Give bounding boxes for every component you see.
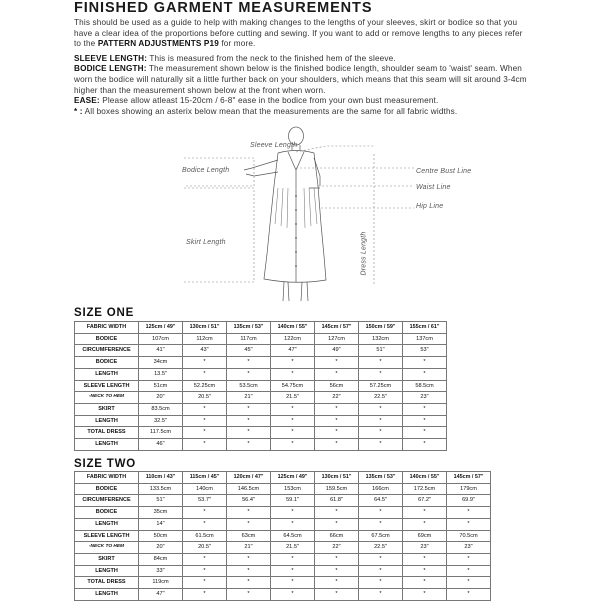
note-label: EASE:: [74, 96, 100, 106]
waist-line-label: Waist Line: [416, 184, 451, 191]
centre-bust-line-label: Centre Bust Line: [416, 168, 472, 175]
table-row: [75, 542, 491, 554]
fabric-width-column-header: 130cm / 51": [183, 322, 227, 334]
measurement-cell: *: [359, 427, 403, 439]
measurement-cell: 57.25cm: [359, 380, 403, 392]
measurement-cell: 112cm: [183, 333, 227, 345]
row-label: -NECK TO HEM: [75, 542, 139, 554]
measurement-cell: 23": [403, 392, 447, 404]
row-label: LENGTH: [75, 368, 139, 380]
measurement-cell: 20": [139, 542, 183, 554]
table-row: [75, 427, 447, 439]
measurement-cell: 159.5cm: [315, 483, 359, 495]
table-row: [75, 553, 491, 565]
table-row: [75, 530, 491, 542]
size-two-title: SIZE TWO: [74, 458, 136, 470]
measurement-cell: 51": [139, 495, 183, 507]
table-row: [75, 392, 447, 404]
bodice-length-note: [74, 64, 528, 96]
measurement-cell: 172.5cm: [403, 483, 447, 495]
measurement-cell: 127cm: [315, 333, 359, 345]
fabric-width-column-header: 145cm / 57": [447, 472, 491, 484]
measurement-cell: *: [183, 577, 227, 589]
table-row: [75, 357, 447, 369]
measurement-cell: *: [359, 357, 403, 369]
fabric-width-column-header: 140cm / 55": [271, 322, 315, 334]
measurement-cell: *: [227, 565, 271, 577]
measurement-cell: *: [183, 518, 227, 530]
note-label: * :: [74, 106, 83, 116]
row-label: SKIRT: [75, 403, 139, 415]
measurement-cell: *: [183, 427, 227, 439]
measurement-cell: *: [447, 507, 491, 519]
measurement-cell: 133.5cm: [139, 483, 183, 495]
table-row: [75, 495, 491, 507]
measurement-cell: *: [359, 415, 403, 427]
measurement-cell: 47": [271, 345, 315, 357]
ease-note: [74, 96, 528, 107]
asterisk-note: [74, 107, 528, 118]
measurement-cell: *: [227, 589, 271, 601]
size-one-title: SIZE ONE: [74, 307, 135, 319]
fabric-width-column-header: 135cm / 53": [359, 472, 403, 484]
measurement-cell: *: [271, 403, 315, 415]
page-title: FINISHED GARMENT MEASUREMENTS: [74, 0, 373, 16]
measurement-cell: *: [315, 518, 359, 530]
measurement-cell: *: [183, 565, 227, 577]
measurement-cell: 59.1": [271, 495, 315, 507]
measurement-cell: 61.8": [315, 495, 359, 507]
table-row: [75, 380, 447, 392]
measurement-cell: 117.5cm: [139, 427, 183, 439]
measurement-cell: *: [227, 427, 271, 439]
table-row: [75, 589, 491, 601]
measurement-cell: *: [183, 439, 227, 451]
measurement-cell: *: [359, 368, 403, 380]
measurement-cell: *: [403, 577, 447, 589]
measurement-cell: 21.5": [271, 542, 315, 554]
dress-illustration: [74, 126, 528, 310]
table-row: [75, 333, 447, 345]
measurement-cell: *: [315, 357, 359, 369]
measurement-cell: 64.5": [359, 495, 403, 507]
measurement-cell: *: [403, 589, 447, 601]
measurement-cell: *: [359, 589, 403, 601]
measurement-cell: 20.5": [183, 392, 227, 404]
measurement-cell: 51": [359, 345, 403, 357]
measurement-cell: 21": [227, 392, 271, 404]
measurement-cell: *: [315, 577, 359, 589]
measurement-cell: 33": [139, 565, 183, 577]
measurement-cell: *: [359, 553, 403, 565]
skirt-length-line: [184, 188, 254, 282]
measurement-cell: *: [183, 415, 227, 427]
measurement-cell: 22.5": [359, 392, 403, 404]
measurement-cell: 20.5": [183, 542, 227, 554]
row-label: LENGTH: [75, 589, 139, 601]
measurement-cell: *: [227, 439, 271, 451]
measurement-cell: 41": [139, 345, 183, 357]
measurement-cell: *: [271, 507, 315, 519]
fabric-width-column-header: 140cm / 55": [403, 472, 447, 484]
measurement-cell: 107cm: [139, 333, 183, 345]
measurement-cell: 132cm: [359, 333, 403, 345]
measurement-cell: 53": [403, 345, 447, 357]
note-text: The measurement shown below is the finished bodice length, shoulder seam to 'waist' seam. When worn the bodice will naturally sit a little further back on your shoulders, which means that this seam will sit around 3-4cm higher than the measurement shown below at the front when worn.: [74, 64, 527, 95]
measurement-cell: 140cm: [183, 483, 227, 495]
table-row: [75, 368, 447, 380]
measurement-cell: *: [315, 589, 359, 601]
measurement-cell: *: [227, 518, 271, 530]
measurement-cell: 54.75cm: [271, 380, 315, 392]
measurement-cell: 51cm: [139, 380, 183, 392]
measurement-cell: *: [227, 577, 271, 589]
fabric-width-column-header: 115cm / 45": [183, 472, 227, 484]
measurement-cell: *: [359, 577, 403, 589]
table-row: [75, 518, 491, 530]
measurement-cell: 64.5cm: [271, 530, 315, 542]
measurement-cell: *: [403, 518, 447, 530]
measurement-cell: 117cm: [227, 333, 271, 345]
table-row: [75, 403, 447, 415]
hip-line-label: Hip Line: [416, 203, 444, 210]
measurement-cell: 53.5cm: [227, 380, 271, 392]
measurement-cell: *: [227, 357, 271, 369]
row-label: SLEEVE LENGTH: [75, 380, 139, 392]
measurement-cell: *: [271, 439, 315, 451]
measurement-cell: *: [183, 589, 227, 601]
fabric-width-column-header: 135cm / 53": [227, 322, 271, 334]
note-text: This is measured from the neck to the finished hem of the sleeve.: [147, 53, 396, 63]
measurement-cell: 53.7": [183, 495, 227, 507]
measurement-cell: *: [359, 403, 403, 415]
measurement-cell: 69cm: [403, 530, 447, 542]
measurement-cell: 119cm: [139, 577, 183, 589]
measurement-cell: *: [271, 368, 315, 380]
fabric-width-column-header: 155cm / 61": [403, 322, 447, 334]
measurement-cell: 67.5cm: [359, 530, 403, 542]
measurement-cell: *: [183, 368, 227, 380]
measurement-cell: 14": [139, 518, 183, 530]
measurement-cell: 56cm: [315, 380, 359, 392]
pattern-adjustments-reference: PATTERN ADJUSTMENTS P19: [97, 39, 219, 49]
measurement-cell: *: [183, 357, 227, 369]
fabric-width-column-header: 150cm / 59": [359, 322, 403, 334]
measurement-cell: 58.5cm: [403, 380, 447, 392]
sleeve-length-note: [74, 54, 528, 65]
measurement-cell: 146.5cm: [227, 483, 271, 495]
measurement-cell: *: [359, 507, 403, 519]
measurement-cell: *: [315, 565, 359, 577]
sleeve-length-line: [296, 146, 374, 152]
measurement-cell: *: [227, 553, 271, 565]
measurement-cell: 83.5cm: [139, 403, 183, 415]
row-label: -NECK TO HEM: [75, 392, 139, 404]
measurement-cell: *: [271, 553, 315, 565]
measurement-cell: 69.9": [447, 495, 491, 507]
measurement-cell: 137cm: [403, 333, 447, 345]
measurement-cell: *: [315, 403, 359, 415]
measurement-cell: 35cm: [139, 507, 183, 519]
table-header-row: [75, 322, 447, 334]
measurement-cell: 23": [447, 542, 491, 554]
fabric-width-header: FABRIC WIDTH: [75, 472, 139, 484]
row-label: LENGTH: [75, 565, 139, 577]
measurement-cell: *: [183, 403, 227, 415]
row-label: BODICE: [75, 483, 139, 495]
measurement-cell: *: [447, 565, 491, 577]
measurement-cell: *: [447, 553, 491, 565]
row-label: BODICE: [75, 333, 139, 345]
measurement-cell: *: [359, 565, 403, 577]
measurement-cell: 43": [183, 345, 227, 357]
measurement-cell: *: [403, 368, 447, 380]
measurement-cell: 63cm: [227, 530, 271, 542]
measurement-cell: *: [271, 518, 315, 530]
row-label: CIRCUMFERENCE: [75, 495, 139, 507]
measurement-cell: *: [271, 565, 315, 577]
measurement-cell: *: [227, 415, 271, 427]
fabric-width-column-header: 120cm / 47": [227, 472, 271, 484]
fabric-width-header: FABRIC WIDTH: [75, 322, 139, 334]
size-one-table: [74, 321, 447, 451]
table-row: [75, 565, 491, 577]
measurement-cell: *: [271, 415, 315, 427]
measurement-cell: *: [359, 439, 403, 451]
measurement-cell: *: [227, 507, 271, 519]
row-label: SLEEVE LENGTH: [75, 530, 139, 542]
measurement-cell: *: [271, 427, 315, 439]
measurement-cell: 70.5cm: [447, 530, 491, 542]
measurement-cell: 34cm: [139, 357, 183, 369]
measurement-cell: *: [315, 368, 359, 380]
sleeve-length-label: Sleeve Length: [250, 142, 298, 149]
measurement-cell: *: [183, 507, 227, 519]
measurement-cell: *: [227, 368, 271, 380]
table-row: [75, 439, 447, 451]
measurement-cell: 45": [227, 345, 271, 357]
measurement-cell: *: [403, 415, 447, 427]
row-label: LENGTH: [75, 518, 139, 530]
measurement-cell: 23": [403, 542, 447, 554]
measurement-cell: 66cm: [315, 530, 359, 542]
measurement-cell: 13.5": [139, 368, 183, 380]
row-label: TOTAL DRESS: [75, 427, 139, 439]
table-header-row: [75, 472, 491, 484]
measurement-cell: *: [403, 507, 447, 519]
measurement-cell: 22": [315, 542, 359, 554]
intro-text: [74, 18, 528, 117]
table-row: [75, 507, 491, 519]
intro-text-start: This should be used as a guide to help with making changes to the lengths of your sleeves, skirt or bodice so that you have a clear idea of the proportions before cutting and sewing. If you want to add or remove lengths to any pieces refer to the: [74, 18, 523, 49]
fabric-width-column-header: 125cm / 49": [139, 322, 183, 334]
row-label: BODICE: [75, 507, 139, 519]
intro-text-end: for more.: [218, 39, 256, 49]
table-row: [75, 483, 491, 495]
row-label: LENGTH: [75, 439, 139, 451]
measurement-cell: 22": [315, 392, 359, 404]
measurement-cell: *: [403, 553, 447, 565]
fabric-width-column-header: 110cm / 43": [139, 472, 183, 484]
measurement-cell: *: [359, 518, 403, 530]
measurement-cell: *: [403, 439, 447, 451]
row-label: BODICE: [75, 357, 139, 369]
measurement-cell: 179cm: [447, 483, 491, 495]
measurement-cell: *: [315, 507, 359, 519]
measurement-cell: *: [403, 357, 447, 369]
measurement-cell: *: [183, 553, 227, 565]
row-label: LENGTH: [75, 415, 139, 427]
measurement-cell: 122cm: [271, 333, 315, 345]
skirt-length-label: Skirt Length: [186, 239, 226, 246]
measurement-cell: 47": [139, 589, 183, 601]
measurement-cell: 22.5": [359, 542, 403, 554]
note-text: Please allow atleast 15-20cm / 6-8" ease in the bodice from your own bust measurement.: [99, 96, 439, 106]
size-two-table: [74, 471, 491, 601]
row-label: SKIRT: [75, 553, 139, 565]
measurement-cell: 20": [139, 392, 183, 404]
table-row: [75, 577, 491, 589]
measurement-cell: *: [315, 415, 359, 427]
fabric-width-column-header: 130cm / 51": [315, 472, 359, 484]
measurement-cell: *: [315, 427, 359, 439]
measurement-cell: 67.2": [403, 495, 447, 507]
note-label: SLEEVE LENGTH:: [74, 53, 148, 63]
note-label: BODICE LENGTH:: [74, 64, 147, 74]
measurement-cell: 84cm: [139, 553, 183, 565]
measurement-cell: 61.5cm: [183, 530, 227, 542]
measurement-cell: *: [447, 589, 491, 601]
measurement-cell: 166cm: [359, 483, 403, 495]
measurement-cell: 21": [227, 542, 271, 554]
measurement-cell: *: [271, 589, 315, 601]
figure-sleeve: [309, 158, 320, 188]
figure-legs: [283, 282, 308, 301]
measurement-cell: *: [403, 403, 447, 415]
figure-raised-arm: [244, 160, 278, 176]
measurement-cell: 52.25cm: [183, 380, 227, 392]
row-label: CIRCUMFERENCE: [75, 345, 139, 357]
measurement-cell: 153cm: [271, 483, 315, 495]
table-row: [75, 345, 447, 357]
measurement-cell: 56.4": [227, 495, 271, 507]
fabric-width-column-header: 145cm / 57": [315, 322, 359, 334]
fabric-width-column-header: 125cm / 49": [271, 472, 315, 484]
table-row: [75, 415, 447, 427]
bodice-length-label: Bodice Length: [182, 167, 230, 174]
row-label: TOTAL DRESS: [75, 577, 139, 589]
measurement-cell: 50cm: [139, 530, 183, 542]
measurement-cell: *: [447, 518, 491, 530]
measurement-cell: *: [403, 565, 447, 577]
dress-length-label: Dress Length: [360, 231, 368, 276]
measurement-cell: *: [271, 357, 315, 369]
intro-paragraph: [74, 18, 528, 50]
dress-placket: [288, 152, 304, 282]
measurement-cell: 49": [315, 345, 359, 357]
measurement-cell: 32.5": [139, 415, 183, 427]
garment-measurement-figure: [74, 126, 528, 310]
measurement-cell: *: [227, 403, 271, 415]
measurement-cell: *: [315, 439, 359, 451]
measurement-cell: 46": [139, 439, 183, 451]
dress-outline: [264, 151, 326, 283]
note-text: All boxes showing an asterix below mean that the measurements are the same for all fabric widths.: [82, 106, 458, 116]
measurement-cell: *: [315, 553, 359, 565]
measurement-cell: *: [271, 577, 315, 589]
measurement-cell: *: [403, 427, 447, 439]
measurement-cell: *: [447, 577, 491, 589]
measurement-cell: 21.5": [271, 392, 315, 404]
